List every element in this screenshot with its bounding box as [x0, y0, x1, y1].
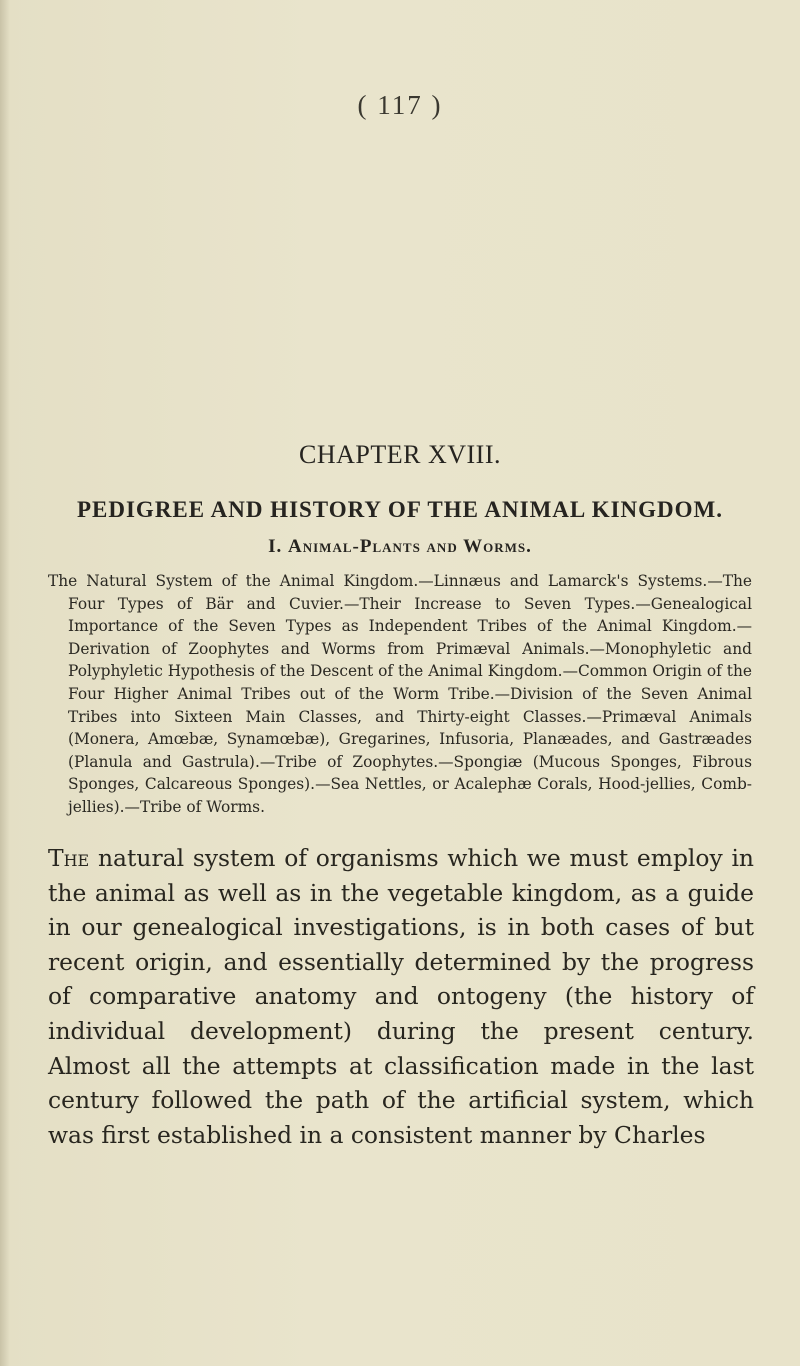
section-numeral: I.	[268, 536, 283, 557]
page-edge-shadow	[0, 0, 10, 1366]
section-subtitle-text: Animal-Plants and Worms.	[288, 536, 532, 557]
chapter-summary: The Natural System of the Animal Kingdom.—Linnæus and Lamarck's Systems.—The Four Types of Bär and Cuvier.—Their Increase to Seven Types.—Genealogical Importance of the Seven Types as Independent Tribes of the Animal Kingdom.—Derivation of Zoophytes and Worms from Primæval Animals.—Monophyletic and Polyphyletic Hypothesis of the Descent of the Animal Kingdom.—Common Origin of the Four Higher Animal Tribes out of the Worm Tribe.—Division of the Seven Animal Tribes into Sixteen Main Classes, and Thirty-eight Classes.—Primæval Animals (Monera, Amœbæ, Synamœbæ), Gregarines, Infusoria, Planæades, and Gastræades (Planula and Gastrula).—Tribe of Zoophytes.—Spongiæ (Mucous Sponges, Fibrous Sponges, Calcareous Sponges).—Sea Nettles, or Acalephæ Corals, Hood-jellies, Comb-jellies).—Tribe of Worms.	[48, 572, 752, 816]
body-first-word: The	[48, 844, 90, 872]
chapter-heading: CHAPTER XVIII.	[299, 440, 501, 469]
section-subtitle	[0, 536, 800, 558]
page-number: ( 117 )	[357, 90, 443, 120]
body-text-rest: natural system of organisms which we must employ in the animal as well as in the vegetable kingdom, as a guide in our genealogical investigations, is in both cases of but recent origin, and essentially determined by the progress of comparative anatomy and ontogeny (the history of individual development) during the present century. Almost all the attempts at classification made in the last century followed the path of the artificial system, which was first established in a consistent manner by Charles	[48, 844, 754, 1149]
body-paragraph	[48, 841, 754, 1152]
chapter-title: PEDIGREE AND HISTORY OF THE ANIMAL KINGDOM.	[76, 497, 724, 522]
